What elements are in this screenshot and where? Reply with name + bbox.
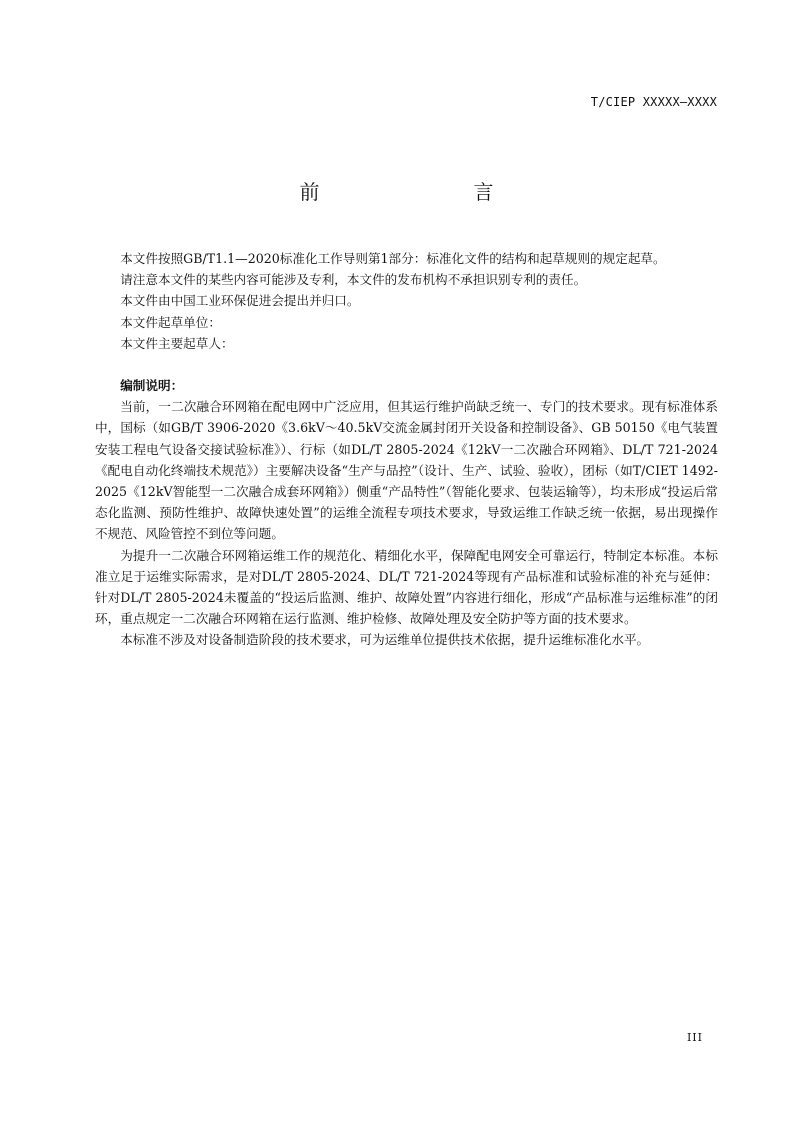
front-matter-line: 本文件按照GB/T1.1—2020标准化工作导则第1部分：标准化文件的结构和起草规则的规定起草。	[120, 251, 666, 266]
document-code: T/CIEP XXXXX—XXXX	[590, 95, 717, 109]
page-number: III	[686, 1031, 703, 1044]
front-matter-line: 本文件由中国工业环保促进会提出并归口。	[120, 293, 360, 309]
page-title: 前 言	[299, 180, 532, 204]
explanation-paragraph: 本标准不涉及对设备制造阶段的技术要求，可为运维单位提供技术依据，提升运维标准化水平。	[120, 632, 650, 648]
explanation-paragraph: 当前，一二次融合环网箱在配电网中广泛应用，但其运行维护尚缺乏统一、专门的技术要求。现有标准体系中，国标（如GB/T 3906-2020《3.6kV～40.5kV交流金属封闭开关设备和控制设备》、GB 50150《电气装置安装工程电气设备交接试验标准》）、行标（如DL/T 2805-2024《12kV一二次融合环网箱》、DL/T 721-2024《配电自动化终端技术规范》）主要解决设备“生产与品控”（设计、生产、试验、验收），团标（如T/CIET 1492-2025《12kV智能型一二次融合成套环网箱》）侧重“产品特性”（智能化要求、包装运输等），均未形成“投运后常态化监测、预防性维护、故障快速处置”的运维全流程专项技术要求，导致运维工作缺乏统一依据，易出现操作不规范、风险管控不到位等问题。	[95, 399, 718, 542]
spacer	[95, 354, 718, 375]
explanation-heading: 编制说明：	[120, 378, 184, 394]
front-matter-line: 本文件主要起草人：	[120, 335, 234, 351]
foreword-body	[95, 248, 718, 651]
front-matter-line: 本文件起草单位：	[120, 314, 221, 330]
front-matter-line: 请注意本文件的某些内容可能涉及专利，本文件的发布机构不承担识别专利的责任。	[120, 272, 587, 288]
explanation-paragraph: 为提升一二次融合环网箱运维工作的规范化、精细化水平，保障配电网安全可靠运行，特制定本标准。本标准立足于运维实际需求，是对DL/T 2805-2024、DL/T 721-2024等现有产品标准和试验标准的补充与延伸：针对DL/T 2805-2024未覆盖的“投运后监测、维护、故障处置”内容进行细化，形成“产品标准与运维标准”的闭环，重点规定一二次融合环网箱在运行监测、维护检修、故障处理及安全防护等方面的技术要求。	[95, 547, 718, 627]
